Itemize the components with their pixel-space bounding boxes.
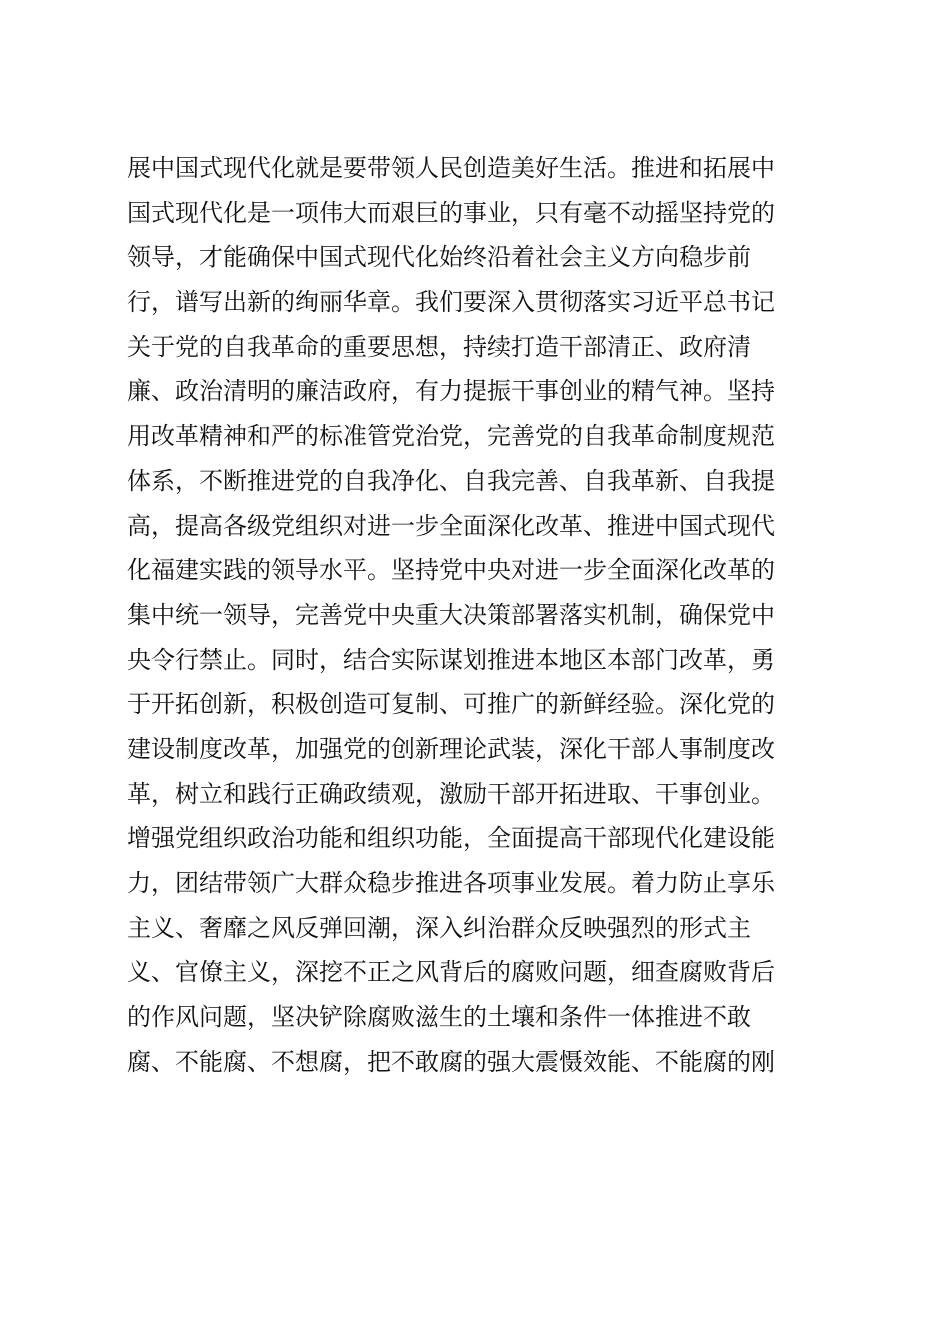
text-line: 建设制度改革，加强党的创新理论武装，深化干部人事制度改 [127, 734, 775, 763]
text-line: 义、官僚主义，深挖不正之风背后的腐败问题，细查腐败背后 [127, 958, 775, 987]
text-line: 央令行禁止。同时，结合实际谋划推进本地区本部门改革，勇 [127, 645, 775, 674]
text-line: 增强党组织政治功能和组织功能，全面提高干部现代化建设能 [127, 824, 775, 853]
text-line: 主义、奢靡之风反弹回潮，深入纠治群众反映强烈的形式主 [127, 913, 751, 942]
text-line: 国式现代化是一项伟大而艰巨的事业，只有毫不动摇坚持党的 [127, 198, 775, 227]
text-line: 腐、不能腐、不想腐，把不敢腐的强大震慑效能、不能腐的刚 [127, 1047, 775, 1076]
text-line: 体系，不断推进党的自我净化、自我完善、自我革新、自我提 [127, 466, 775, 495]
text-line: 于开拓创新，积极创造可复制、可推广的新鲜经验。深化党的 [127, 690, 775, 719]
text-line: 力，团结带领广大群众稳步推进各项事业发展。着力防止享乐 [127, 869, 775, 897]
text-line: 领导，才能确保中国式现代化始终沿着社会主义方向稳步前 [127, 243, 751, 272]
body-paragraph [127, 146, 827, 1084]
text-line: 关于党的自我革命的重要思想，持续打造干部清正、政府清 [127, 332, 751, 361]
text-line: 的作风问题，坚决铲除腐败滋生的土壤和条件一体推进不敢 [127, 1003, 751, 1032]
text-line: 行，谱写出新的绚丽华章。我们要深入贯彻落实习近平总书记 [127, 288, 775, 317]
text-line: 高，提高各级党组织对进一步全面深化改革、推进中国式现代 [127, 511, 775, 540]
text-line: 廉、政治清明的廉洁政府，有力提振干事创业的精气神。坚持 [127, 377, 775, 406]
text-line: 用改革精神和严的标准管党治党，完善党的自我革命制度规范 [127, 422, 775, 451]
text-line: 化福建实践的领导水平。坚持党中央对进一步全面深化改革的 [127, 556, 775, 585]
text-line: 展中国式现代化就是要带领人民创造美好生活。推进和拓展中 [127, 154, 775, 182]
text-line: 集中统一领导，完善党中央重大决策部署落实机制，确保党中 [127, 600, 775, 629]
text-line: 革，树立和践行正确政绩观，激励干部开拓进取、干事创业。 [127, 779, 775, 808]
